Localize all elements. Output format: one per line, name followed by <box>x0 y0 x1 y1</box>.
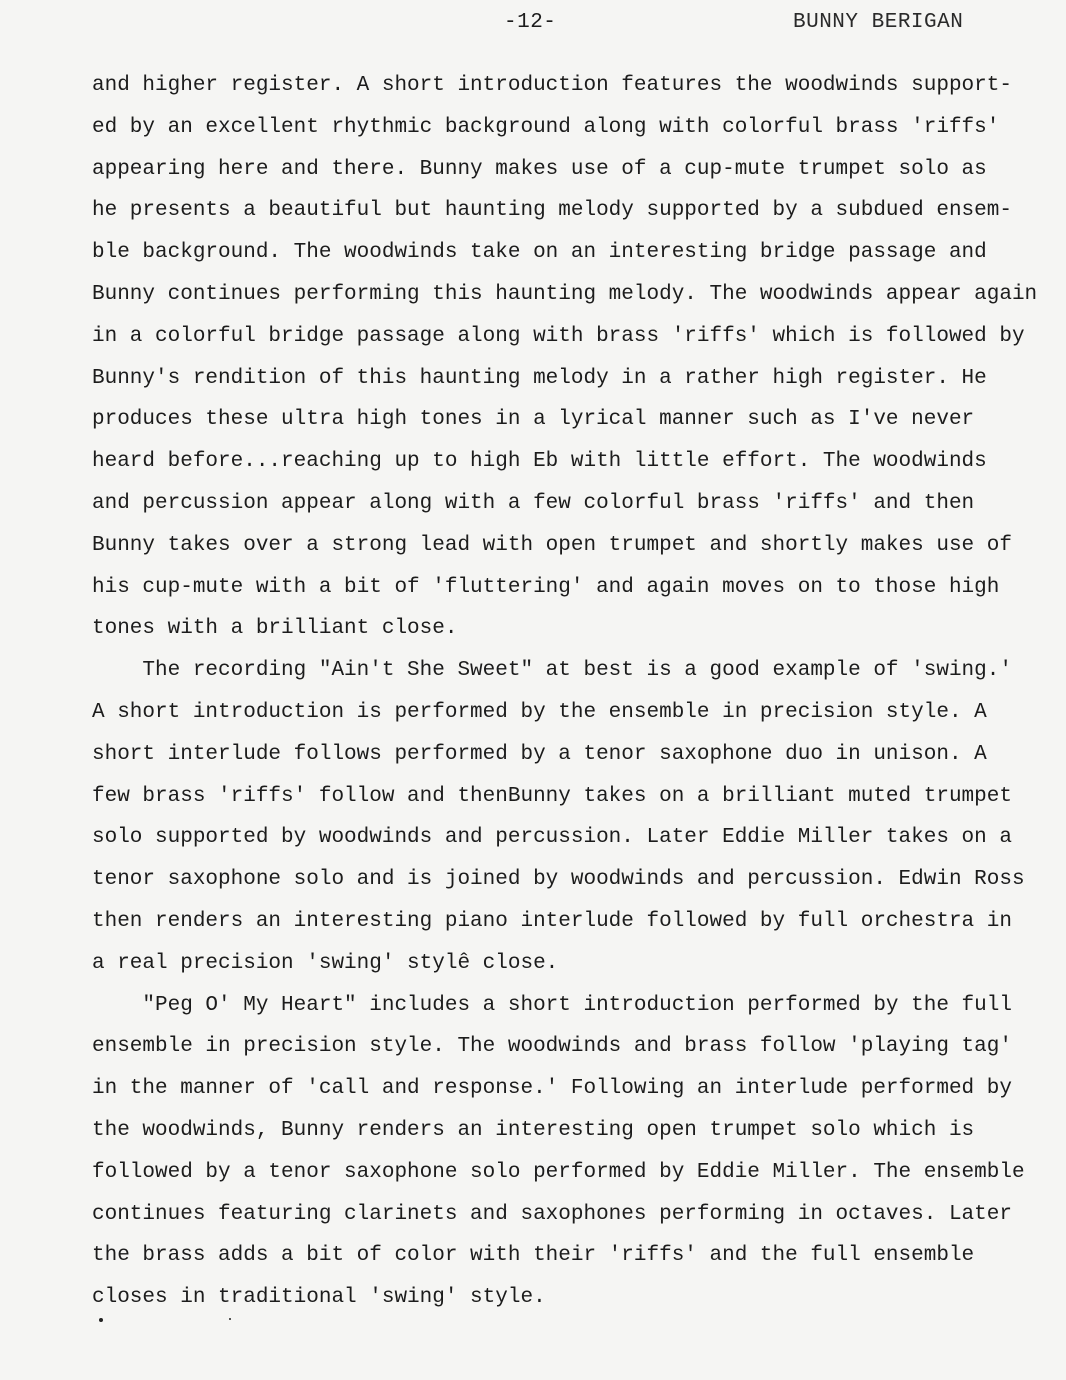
text-line: the woodwinds, Bunny renders an interesting open trumpet solo which is <box>92 1118 975 1142</box>
text-line: few brass 'riffs' follow and thenBunny takes on a brilliant muted trumpet <box>92 784 1012 808</box>
text-line: heard before...reaching up to high Eb with little effort. The woodwinds <box>92 450 987 474</box>
text-line: ble background. The woodwinds take on an interesting bridge passage and <box>92 241 987 265</box>
ink-speck <box>229 1318 231 1320</box>
text-line: in the manner of 'call and response.' Following an interlude performed by <box>92 1077 1012 1101</box>
text-line: followed by a tenor saxophone solo performed by Eddie Miller. The ensemble <box>92 1160 1025 1184</box>
ink-speck <box>99 1318 103 1322</box>
text-line: closes in traditional 'swing' style. <box>92 1286 546 1310</box>
text-line: continues featuring clarinets and saxophones performing in octaves. Later <box>92 1202 1012 1226</box>
text-line: ensemble in precision style. The woodwinds and brass follow 'playing tag' <box>92 1035 1012 1059</box>
text-line: Bunny continues performing this haunting melody. The woodwinds appear again <box>92 282 1038 306</box>
text-line: short interlude follows performed by a tenor saxophone duo in unison. A <box>92 742 987 766</box>
text-line: A short introduction is performed by the ensemble in precision style. A <box>92 700 987 724</box>
text-line: The recording "Ain't She Sweet" at best is a good example of 'swing.' <box>92 659 1012 683</box>
text-line: tones with a brilliant close. <box>92 617 458 641</box>
text-line: ed by an excellent rhythmic background along with colorful brass 'riffs' <box>92 115 1000 139</box>
running-title: BUNNY BERIGAN <box>793 11 964 34</box>
text-line: "Peg O' My Heart" includes a short introduction performed by the full <box>92 993 1012 1017</box>
text-line: his cup-mute with a bit of 'fluttering' and again moves on to those high <box>92 575 1000 599</box>
text-line: then renders an interesting piano interlude followed by full orchestra in <box>92 909 1012 933</box>
text-line: a real precision 'swing' stylê close. <box>92 951 559 975</box>
text-line: the brass adds a bit of color with their 'riffs' and the full ensemble <box>92 1244 975 1268</box>
page-number: -12- <box>504 11 557 34</box>
text-line: Bunny's rendition of this haunting melody in a rather high register. He <box>92 366 987 390</box>
text-line: and higher register. A short introduction features the woodwinds support- <box>92 74 1012 97</box>
text-line: Bunny takes over a strong lead with open trumpet and shortly makes use of <box>92 533 1012 557</box>
text-line: in a colorful bridge passage along with brass 'riffs' which is followed by <box>92 324 1025 348</box>
text-line: and percussion appear along with a few colorful brass 'riffs' and then <box>92 491 975 515</box>
text-line: solo supported by woodwinds and percussion. Later Eddie Miller takes on a <box>92 826 1012 850</box>
text-line: appearing here and there. Bunny makes use of a cup-mute trumpet solo as <box>92 157 987 181</box>
body-text <box>92 65 1052 1319</box>
text-line: he presents a beautiful but haunting melody supported by a subdued ensem- <box>92 199 1012 223</box>
text-line: tenor saxophone solo and is joined by woodwinds and percussion. Edwin Ross <box>92 868 1025 892</box>
text-line: produces these ultra high tones in a lyrical manner such as I've never <box>92 408 975 432</box>
